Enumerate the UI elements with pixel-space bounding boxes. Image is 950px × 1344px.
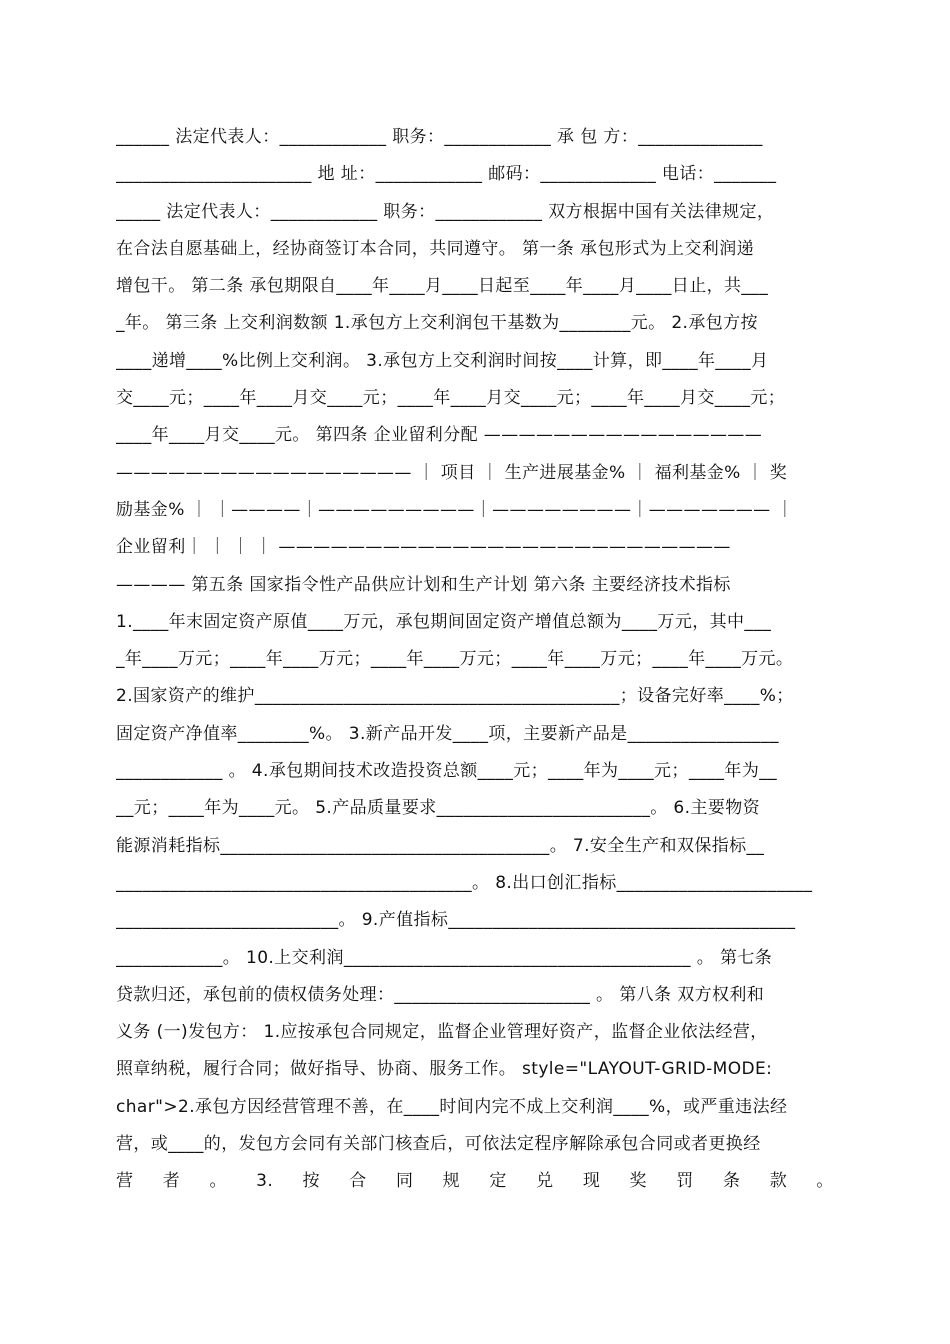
- text-line: ————————————————— ｜ 项目 ｜ 生产进展基金% ｜ 福利基金% ｜ 奖: [116, 462, 788, 483]
- text-line: ____年____月交____元。 第四条 企业留利分配 ————————————————: [116, 425, 763, 446]
- text-line: 能源消耗指标_____________________________________。 7.安全生产和双保指标__: [116, 835, 765, 856]
- text-line: ____________。 10.上交利润_______________________________________ 。 第七条: [116, 947, 773, 968]
- text-token: 奖: [629, 1171, 647, 1192]
- text-line: _________________________。 9.产值指标_______________________________________: [116, 910, 796, 931]
- text-token: 营: [116, 1171, 134, 1192]
- text-line: 企业留利｜ ｜ ｜ ｜ ——————————————————————————: [116, 537, 731, 558]
- text-line: 1.____年末固定资产原值____万元，承包期间固定资产增值总额为____万元，其中___: [116, 611, 772, 632]
- contract-body: [116, 119, 838, 1201]
- text-token: 同: [395, 1171, 414, 1192]
- text-line: ______________________ 地 址：____________ 邮码：_____________ 电话：_______: [116, 164, 777, 185]
- text-token: 罚: [676, 1171, 694, 1192]
- text-token: 。: [209, 1171, 227, 1192]
- text-token: 者: [162, 1171, 181, 1192]
- text-line: 励基金% ｜ ｜————｜—————————｜————————｜——————— ｜: [116, 499, 794, 520]
- text-line: ______ 法定代表人：____________ 职务：____________ 承 包 方：______________: [116, 127, 763, 147]
- text-token: 定: [489, 1171, 507, 1192]
- text-line: 义务 (一)发包方： 1.应按承包合同规定，监督企业管理好资产，监督企业依法经营，: [116, 1022, 768, 1043]
- text-line: 增包干。 第二条 承包期限自____年____月____日起至____年____月____日止，共___: [116, 276, 769, 297]
- text-line: __元；____年为____元。 5.产品质量要求________________________。 6.主要物资: [116, 798, 761, 819]
- text-line: 固定资产净值率________%。 3.新产品开发____项，主要新产品是_________________: [116, 723, 779, 744]
- text-line: _年____万元；____年____万元；____年____万元；____年____万元；____年____万元。: [116, 649, 794, 670]
- justified-last-line: [116, 1163, 838, 1200]
- text-token: 规: [442, 1171, 461, 1192]
- text-token: 现: [582, 1171, 601, 1192]
- text-line: 照章纳税，履行合同；做好指导、协商、服务工作。 style="LAYOUT-GRID-MODE:: [116, 1059, 773, 1080]
- text-line: char">2.承包方因经营管理不善，在____时间内完不成上交利润____%，或严重违法经: [116, 1096, 788, 1117]
- text-token: 款: [769, 1171, 788, 1192]
- text-line: ____递增____%比例上交利润。 3.承包方上交利润时间按____计算，即____年____月: [116, 350, 769, 371]
- text-token: 条: [722, 1171, 741, 1192]
- text-line: 在合法自愿基础上，经协商签订本合同，共同遵守。 第一条 承包形式为上交利润递: [116, 238, 755, 259]
- text-token: 。: [816, 1171, 834, 1192]
- text-token: 兑: [536, 1171, 554, 1192]
- text-line: 交____元；____年____月交____元；____年____月交____元；____年____月交____元；: [116, 388, 786, 409]
- text-line: ________________________________________。 8.出口创汇指标______________________: [116, 872, 813, 893]
- text-line: _年。 第三条 上交利润数额 1.承包方上交利润包干基数为________元。 2.承包方按: [116, 313, 758, 334]
- text-token: 按: [302, 1171, 320, 1192]
- text-line: _____ 法定代表人：____________ 职务：____________ 双方根据中国有关法律规定，: [116, 201, 775, 222]
- text-token: 合: [349, 1171, 367, 1192]
- text-token: 3.: [256, 1171, 274, 1192]
- text-line: 营，或____的，发包方会同有关部门核查后，可依法定程序解除承包合同或者更换经: [116, 1134, 761, 1155]
- text-line: 贷款归还，承包前的债权债务处理：______________________ 。 第八条 双方权利和: [116, 984, 765, 1005]
- text-line: ———— 第五条 国家指令性产品供应计划和生产计划 第六条 主要经济技术指标: [116, 574, 731, 595]
- text-line: ____________ 。 4.承包期间技术改造投资总额____元；____年为____元；____年为__: [116, 761, 778, 782]
- text-line: 2.国家资产的维护_________________________________________；设备完好率____%；: [116, 686, 794, 707]
